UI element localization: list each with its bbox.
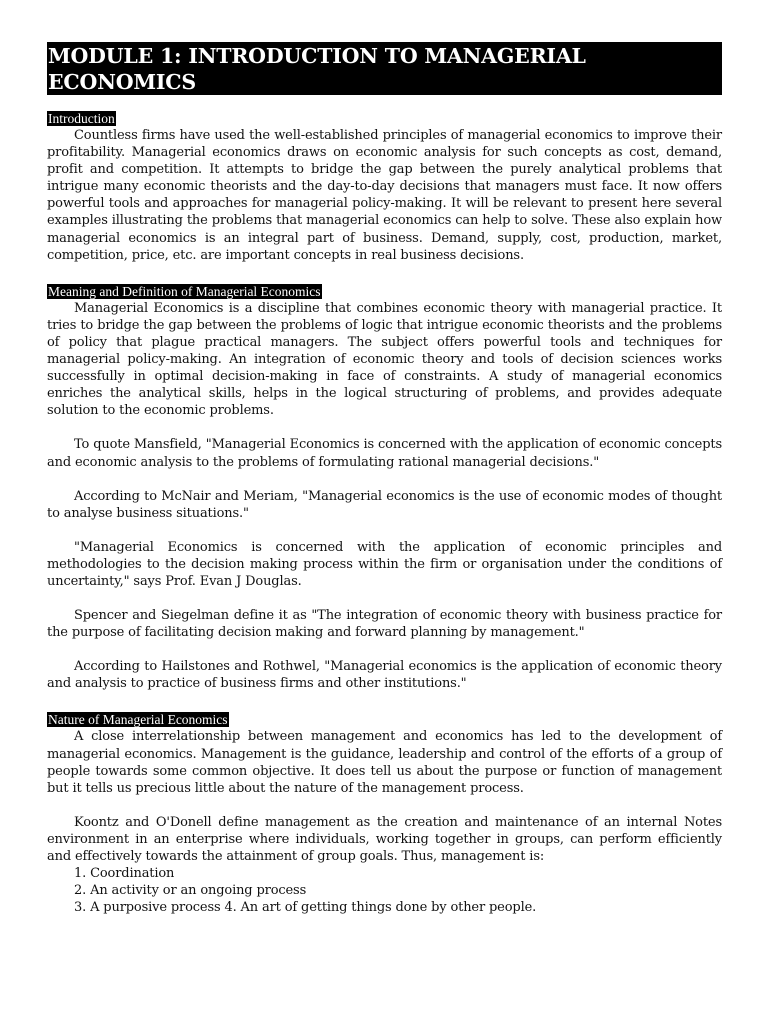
spacer bbox=[47, 419, 722, 436]
management-list bbox=[47, 865, 722, 916]
paragraph: Countless firms have used the well-established principles of managerial economics to improve their profitability. Managerial economics draws on economic analysis for such concepts as cost, demand, profit and competition. It attempts to bridge the gap between the purely analytical problems that intrigue many economic theorists and the day-to-day decisions that managers must face. It now offers powerful tools and approaches for managerial policy-making. It will be relevant to present here several examples illustrating the problems that managerial economics can help to solve. These also explain how managerial economics is an integral part of business. Demand, supply, cost, production, market, competition, price, etc. are important concepts in real business decisions. bbox=[47, 128, 722, 263]
quote-douglas: "Managerial Economics is concerned with the application of economic principles and methodologies to the decision making process within the firm or organisation under the conditions of uncertainty," says Prof. Evan J Douglas. bbox=[47, 539, 722, 589]
quote-spencer-siegelman: Spencer and Siegelman define it as "The integration of economic theory with business practice for the purpose of facilitating decision making and forward planning by management." bbox=[47, 608, 722, 641]
paragraph: Managerial Economics is a discipline that combines economic theory with managerial practice. It tries to bridge the gap between the problems of logic that intrigue economic theorists and the problems of policy that plague practical managers. The subject offers powerful tools and techniques for managerial policy-making. An integration of economic theory and tools of decision sciences works successfully in optimal decision-making in face of constraints. A study of managerial economics enriches the analytical skills, helps in the logical structuring of problems, and provides adequate solution to the economic problems. bbox=[47, 300, 722, 419]
list-item: 2. An activity or an ongoing process bbox=[74, 883, 307, 899]
spacer bbox=[47, 692, 722, 709]
spacer bbox=[47, 797, 722, 814]
list-item: 1. Coordination bbox=[74, 866, 175, 882]
section-nature bbox=[47, 709, 722, 916]
section-heading-introduction: Introduction bbox=[48, 111, 115, 126]
paragraph: A close interrelationship between management and economics has led to the development of managerial economics. Management is the guidance, leadership and control of the efforts of a group of people towards some common objective. It does tell us about the purpose or function of management but it tells us precious little about the nature of the management process. bbox=[47, 729, 722, 796]
section-heading-meaning: Meaning and Definition of Managerial Economics bbox=[48, 283, 321, 299]
quote-hailstones-rothwel: According to Hailstones and Rothwel, "Managerial economics is the application of economic theory and analysis to practice of business firms and other institutions." bbox=[47, 659, 722, 692]
section-introduction bbox=[47, 108, 722, 264]
spacer bbox=[47, 522, 722, 539]
spacer bbox=[47, 641, 722, 658]
quote-mcnair-meriam: According to McNair and Meriam, "Managerial economics is the use of economic modes of thought to analyse business situations." bbox=[47, 488, 722, 521]
module-title: MODULE 1: INTRODUCTION TO MANAGERIAL ECONOMICS bbox=[47, 42, 722, 95]
spacer bbox=[47, 590, 722, 607]
spacer bbox=[47, 264, 722, 281]
section-heading-nature: Nature of Managerial Economics bbox=[48, 712, 228, 728]
paragraph: Koontz and O'Donell define management as the creation and maintenance of an internal Notes environment in an enterprise where individuals, working together in groups, can perform efficiently and effectively towards the attainment of group goals. Thus, management is: bbox=[47, 814, 722, 864]
quote-mansfield: To quote Mansfield, "Managerial Economics is concerned with the application of economic concepts and economic analysis to the problems of formulating rational managerial decisions." bbox=[47, 437, 722, 470]
list-item: 3. A purposive process 4. An art of getting things done by other people. bbox=[74, 900, 537, 916]
spacer bbox=[47, 471, 722, 488]
section-meaning bbox=[47, 281, 722, 693]
